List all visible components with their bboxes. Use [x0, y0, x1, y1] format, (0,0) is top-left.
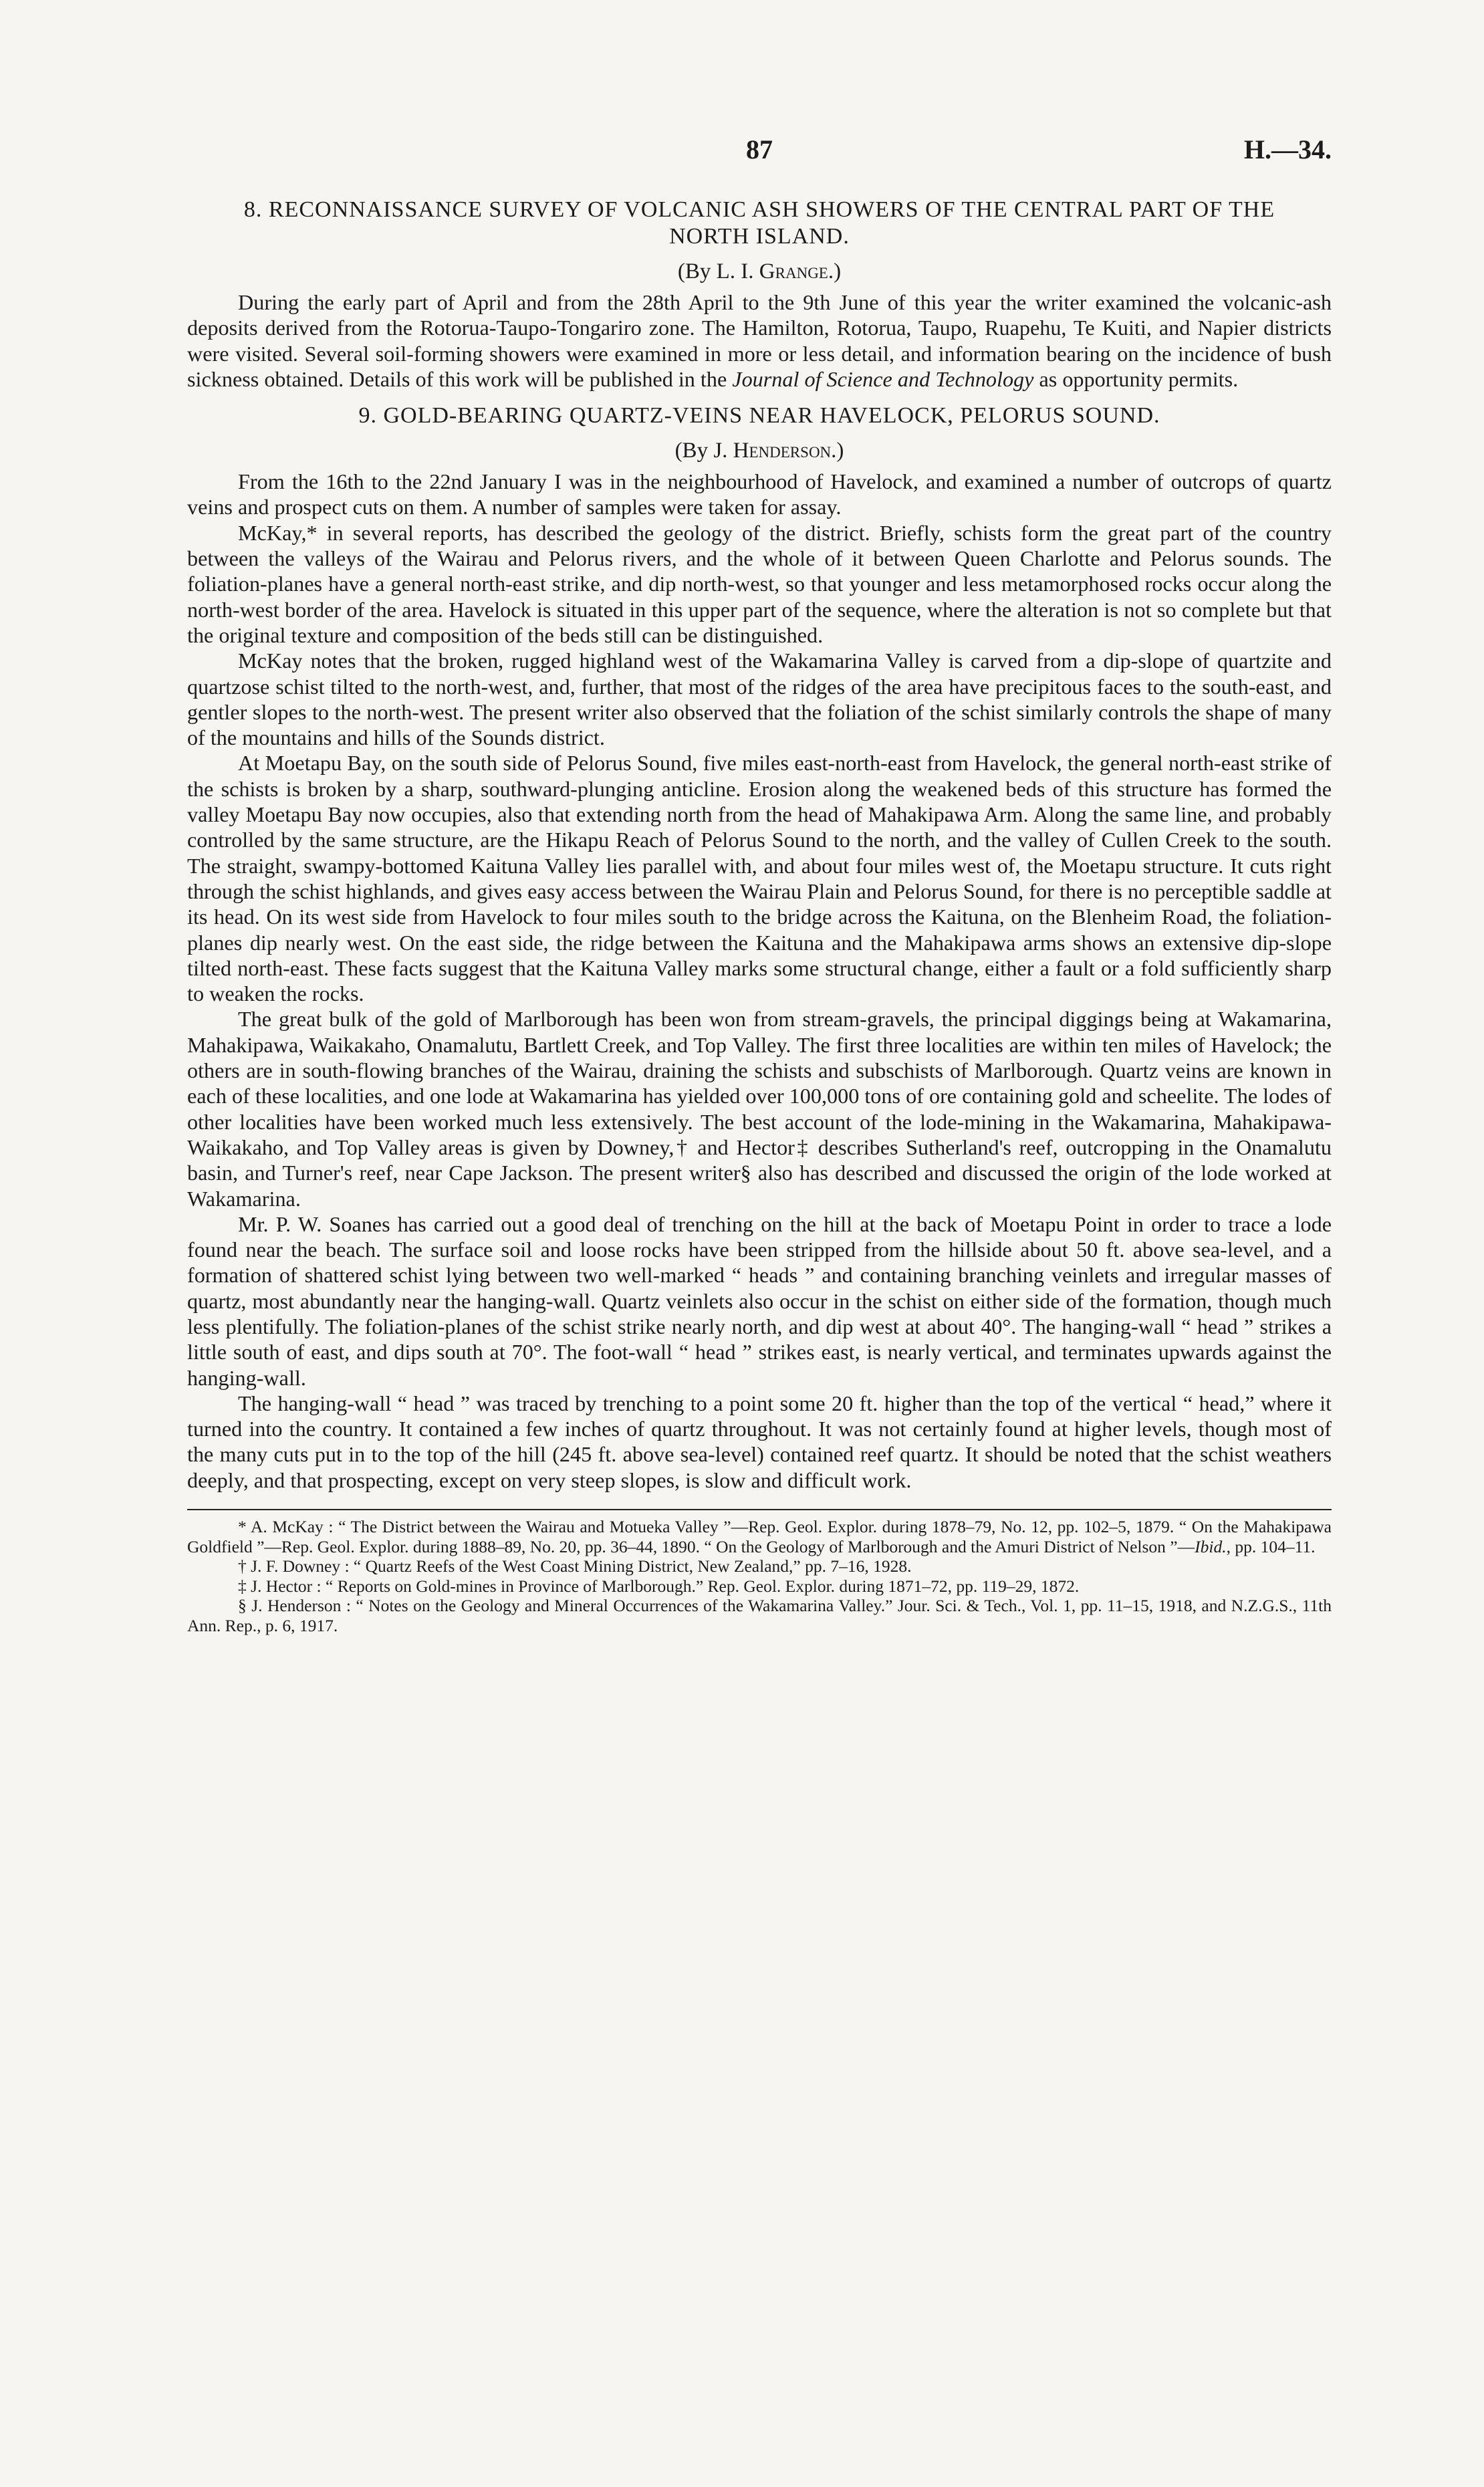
section-9-paragraph-4: At Moetapu Bay, on the south side of Pelorus Sound, five miles east-north-east from Havelock, the general north-east strike of the schists is broken by a sharp, southward-plunging anticline. Erosion along the weakened beds of this structure has formed the valley Moetapu Bay now occupies, also that extending north from the head of Mahakipawa Arm. Along the same line, and probably controlled by the same structure, are the Hikapu Reach of Pelorus Sound to the north, and the valley of Cullen Creek to the south. The straight, swampy-bottomed Kaituna Valley lies parallel with, and about four miles west of, the Moetapu structure. It cuts right through the schist highlands, and gives easy access between the Wairau Plain and Pelorus Sound, for there is no perceptible saddle at its head. On its west side from Havelock to four miles south to the bridge across the Kaituna, on the Blenheim Road, the foliation-planes dip nearly west. On the east side, the ridge between the Kaituna and the Mahakipawa arms shows an extensive dip-slope tilted north-east. These facts suggest that the Kaituna Valley marks some structural change, either a fault or a fold sufficiently sharp to weaken the rocks. — [187, 751, 1332, 1006]
section-9-paragraph-1: From the 16th to the 22nd January I was in the neighbourhood of Havelock, and examined a number of outcrops of quartz veins and prospect cuts on them. A number of samples were taken for assay. — [187, 469, 1332, 519]
paragraph-text-end: as opportunity permits. — [1033, 366, 1239, 391]
footnote-2: † J. F. Downey : “ Quartz Reefs of the West Coast Mining District, New Zealand,” pp. 7–16, 1928. — [238, 1556, 912, 1576]
document-page — [187, 134, 1332, 1635]
author-name: Grange — [759, 259, 828, 283]
footnote-4: § J. Henderson : “ Notes on the Geology and Mineral Occurrences of the Wakamarina Valley.” Jour. Sci. & Tech., Vol. 1, pp. 11–15, 1918, and N.Z.G.S., 11th Ann. Rep., p. 6, 1917. — [187, 1596, 1332, 1635]
author-name: Henderson — [733, 439, 832, 463]
author-prefix: (By J. — [674, 439, 728, 463]
section-9-paragraph-5: The great bulk of the gold of Marlborough has been won from stream-gravels, the principal diggings being at Wakamarina, Mahakipawa, Waikakaho, Onamalutu, Bartlett Creek, and Top Valley. The first three localities are within ten miles of Havelock; the others are in south-flowing branches of the Wairau, draining the schists and subschists of Marlborough. Quartz veins are known in each of these localities, and one lode at Wakamarina has yielded over 100,000 tons of ore containing gold and scheelite. The lodes of other localities have been worked much less extensively. The best account of the lode-mining in the Wakamarina, Mahakipawa-Waikakaho, and Top Valley areas is given by Downey,† and Hector‡ describes Sutherland's reef, outcropping in the Onamalutu basin, and Turner's reef, near Cape Jackson. The present writer§ also has described and discussed the origin of the lode worked at Wakamarina. — [187, 1007, 1332, 1211]
document-reference: H.—34. — [1243, 134, 1332, 164]
page-header — [187, 134, 1332, 181]
footnote-1 — [187, 1517, 1332, 1556]
section-9-title: 9. GOLD-BEARING QUARTZ-VEINS NEAR HAVELOCK, PELORUS SOUND. — [358, 403, 1160, 429]
footnote-3: ‡ J. Hector : “ Reports on Gold-mines in Province of Marlborough.” Rep. Geol. Explor. during 1871–72, pp. 119–29, 1872. — [238, 1576, 1080, 1596]
page-number: 87 — [746, 134, 773, 164]
section-9-paragraph-2: McKay,* in several reports, has described the geology of the district. Briefly, schists form the great part of the country between the valleys of the Wairau and Pelorus rivers, and the whole of it between Queen Charlotte and Pelorus sounds. The foliation-planes have a general north-east strike, and dip north-west, so that younger and less metamorphosed rocks occur along the north-west border of the area. Havelock is situated in this upper part of the sequence, where the alteration is not so complete but that the original texture and composition of the beds still can be distinguished. — [187, 520, 1332, 647]
section-8-author — [187, 259, 1332, 284]
footnote-text: * A. McKay : “ The District between the Wairau and Motueka Valley ”—Rep. Geol. Explor. during 1878–79, No. 12, pp. 102–5, 1879. “ On the Mahakipawa Goldfield ”—Rep. Geol. Explor. during 1888–89, No. 20, pp. 36–44, 1890. “ On the Geology of Marlborough and the Amuri District of Nelson ”— — [187, 1517, 1332, 1556]
section-9-paragraph-3: McKay notes that the broken, rugged highland west of the Wakamarina Valley is carved from a dip-slope of quartzite and quartzose schist tilted to the north-west, and, further, that most of the ridges of the area have precipitous faces to the south-east, and gentler slopes to the north-west. The present writer also observed that the foliation of the schist similarly controls the shape of many of the mountains and hills of the Sounds district. — [187, 648, 1332, 750]
footnote-divider — [187, 1509, 1332, 1510]
paragraph-text: During the early part of April and from the 28th April to the 9th June of this year the writer examined the volcanic-ash deposits derived from the Rotorua-Taupo-Tongariro zone. The Hamilton, Rotorua, Taupo, Ruapehu, Te Kuiti, and Napier districts were visited. Several soil-forming showers were examined in more or less detail, and information bearing on the incidence of bush sickness obtained. Details of this work will be published in the — [187, 290, 1332, 391]
section-8-title: 8. RECONNAISSANCE SURVEY OF VOLCANIC ASH SHOWERS OF THE CENTRAL PART OF THE NORTH ISLAND. — [243, 197, 1275, 249]
author-prefix: (By L. I. — [677, 259, 754, 283]
author-suffix: .) — [828, 259, 842, 283]
author-suffix: .) — [831, 439, 844, 463]
journal-title: Journal of Science and Technology — [732, 366, 1034, 391]
section-9-paragraph-6: Mr. P. W. Soanes has carried out a good deal of trenching on the hill at the back of Moetapu Point in order to trace a lode found near the beach. The surface soil and loose rocks have been stripped from the hillside about 50 ft. above sea-level, and a formation of shattered schist lying between two well-marked “ heads ” and containing branching veinlets and irregular masses of quartz, most abundantly near the hanging-wall. Quartz veinlets also occur in the schist on either side of the formation, though much less plentifully. The foliation-planes of the schist strike nearly north, and dip west at about 40°. The hanging-wall “ head ” strikes a little south of east, and dips south at 70°. The foot-wall “ head ” strikes east, is nearly vertical, and terminates upwards against the hanging-wall. — [187, 1211, 1332, 1390]
section-8-paragraph — [187, 289, 1332, 392]
footnote-text-end: , pp. 104–11. — [1226, 1536, 1316, 1556]
footnote-ibid: Ibid. — [1195, 1536, 1227, 1556]
section-9-author — [187, 439, 1332, 463]
section-9-paragraph-7: The hanging-wall “ head ” was traced by trenching to a point some 20 ft. higher than the top of the vertical “ head,” where it turned into the country. It contained a few inches of quartz throughout. It was not certainly found at higher levels, though most of the many cuts put in to the top of the hill (245 ft. above sea-level) contained reef quartz. It should be noted that the schist weathers deeply, and that prospecting, except on very steep slopes, is slow and difficult work. — [187, 1391, 1332, 1492]
